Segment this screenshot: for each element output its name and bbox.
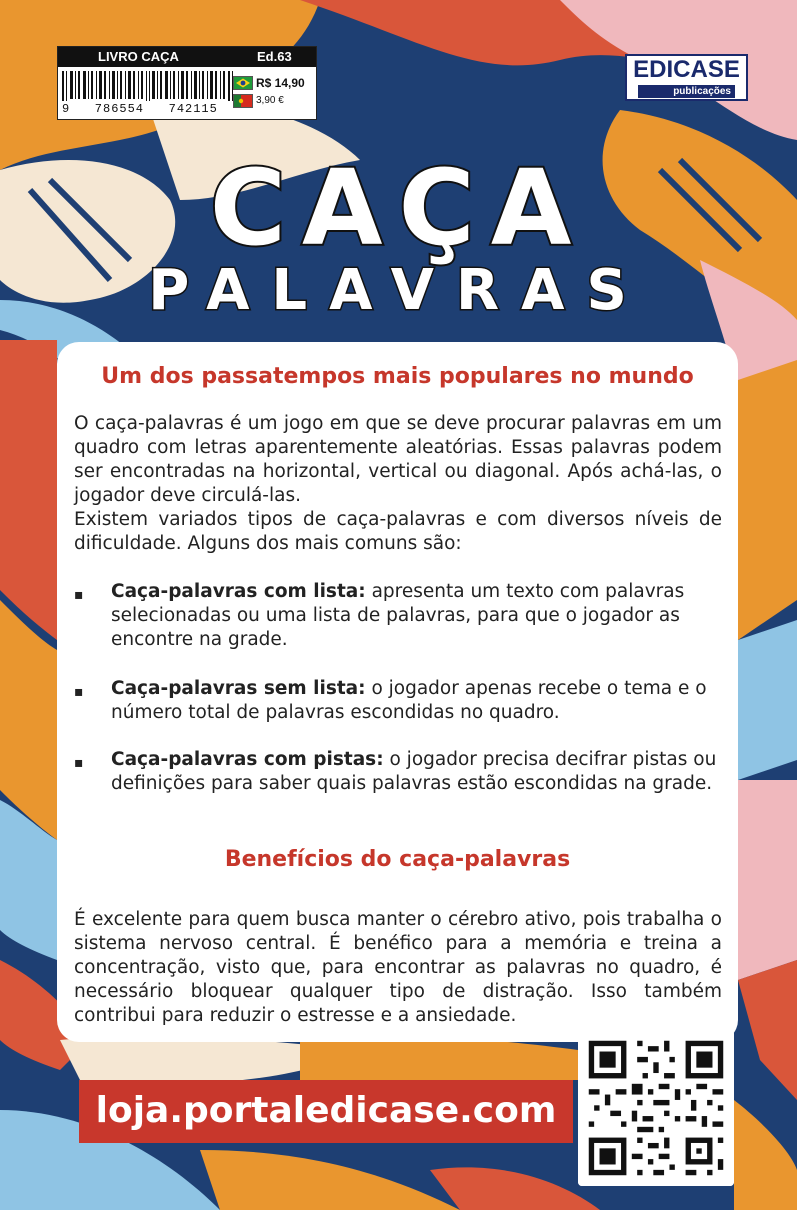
bullet-item-sem-lista: [111, 677, 723, 725]
bullet-marker: ▪: [74, 684, 84, 700]
section-heading-benefits: Benefícios do caça-palavras: [224, 847, 571, 872]
bullet-marker: ▪: [74, 587, 84, 603]
intro-paragraph-1: O caça-palavras é um jogo em que se deve procurar palavras em um quadro com letras aparentemente aleatórias. Essas palavras podem ser encontradas na horizontal, vertical ou diagonal. Após achá-las, o jogador deve circulá-las.: [74, 413, 722, 506]
title-line-2: PALAVRAS: [148, 258, 649, 323]
barcode-bars: [62, 71, 238, 101]
publisher-name: EDICASE: [633, 56, 740, 83]
section-heading-popular: Um dos passatempos mais populares no mundo: [101, 364, 694, 389]
title-line-1: CAÇA: [209, 147, 588, 269]
isbn-number: 9 786554 742115: [62, 102, 218, 116]
bullet-description: o jogador apenas recebe o tema e o número total de palavras escondidas no quadro.: [111, 678, 707, 723]
qr-code-icon[interactable]: [578, 1030, 734, 1186]
store-url-banner[interactable]: [79, 1080, 573, 1143]
benefits-paragraph: É excelente para quem busca manter o cérebro ativo, pois trabalha o sistema nervoso central. É benéfico para a memória e treina a concentração, visto que, para encontrar as palavras no quadro, é necessário bloquear qualquer tipo de distração. Isso também contribui para reduzir o estresse e a ansiedade.: [74, 909, 722, 1026]
intro-paragraph-2: Existem variados tipos de caça-palavras e com diversos níveis de dificuldade. Alguns dos mais comuns são:: [74, 509, 722, 554]
publisher-tagline: publicações: [638, 85, 735, 98]
bullet-item-com-lista: [111, 580, 723, 652]
brazil-flag-icon: [233, 76, 253, 90]
edition-label: Ed.63: [257, 49, 292, 64]
portugal-flag-icon: [233, 94, 253, 108]
bullet-term: Caça-palavras com lista:: [111, 581, 366, 602]
barcode-header: [58, 47, 316, 67]
bullet-marker: ▪: [74, 755, 84, 771]
publisher-logo: [625, 54, 748, 101]
price-brl: R$ 14,90: [256, 76, 305, 90]
barcode-box: [57, 46, 317, 120]
price-eur: 3,90 €: [256, 95, 284, 106]
content-card: [57, 342, 738, 1042]
bullet-term: Caça-palavras sem lista:: [111, 678, 366, 699]
bullet-description: apresenta um texto com palavras selecionadas ou uma lista de palavras, para que o jogador as encontre na grade.: [111, 581, 685, 650]
bullet-item-com-pistas: [111, 748, 723, 796]
store-url-link[interactable]: loja.portaledicase.com: [95, 1090, 557, 1131]
bullet-term: Caça-palavras com pistas:: [111, 749, 384, 770]
bullet-description: o jogador precisa decifrar pistas ou definições para saber quais palavras estão escondidas na grade.: [111, 749, 717, 794]
product-line-label: LIVRO CAÇA: [98, 49, 179, 64]
